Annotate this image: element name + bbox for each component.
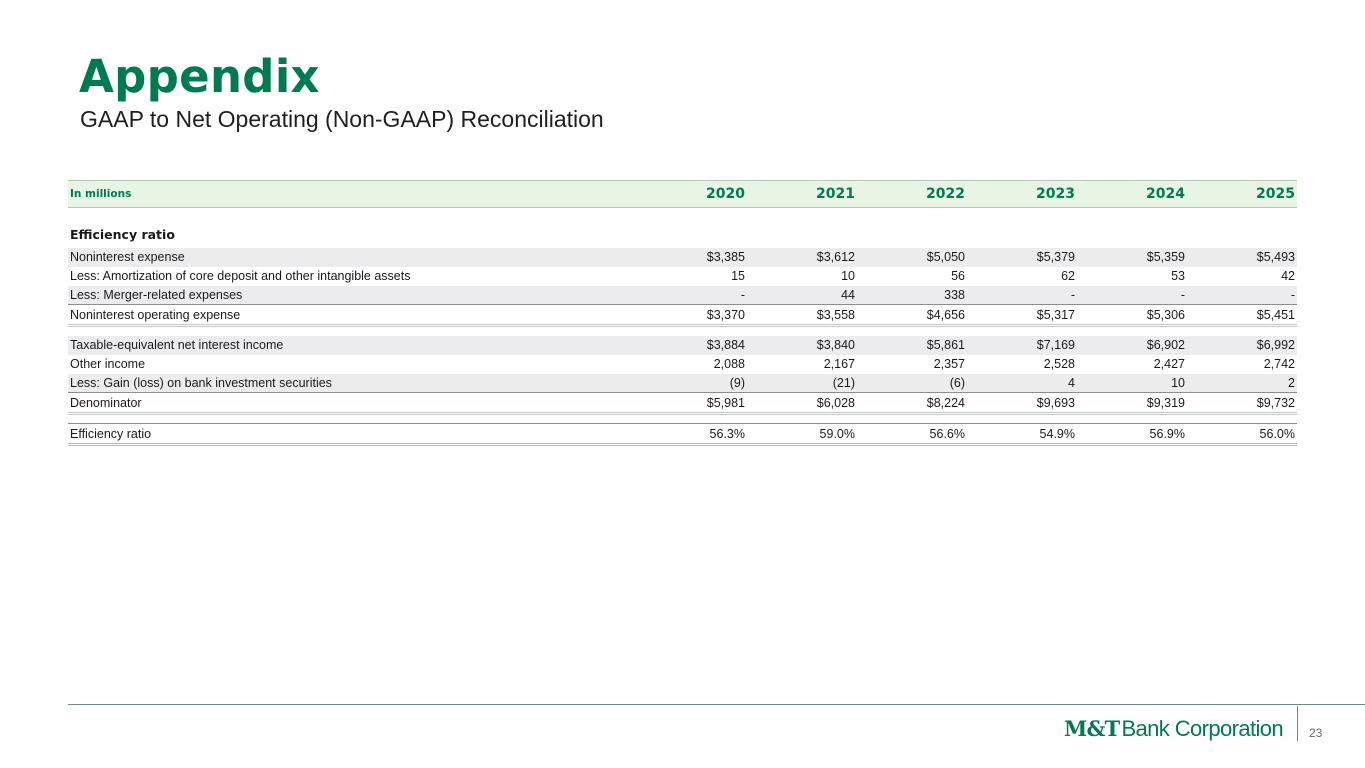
row-value: 2,088 — [713, 357, 745, 371]
row-value: $7,169 — [967, 336, 1077, 355]
logo-text: Bank Corporation — [1121, 716, 1284, 741]
row-value: $3,884 — [635, 336, 747, 355]
row-value: 54.9% — [967, 424, 1077, 445]
row-label: Noninterest expense — [68, 248, 635, 267]
row-value: 10 — [841, 269, 855, 283]
row-value: $6,992 — [1187, 336, 1297, 355]
row-value: 4 — [967, 374, 1077, 393]
row-value: $3,385 — [635, 248, 747, 267]
row-value: 2 — [1187, 374, 1297, 393]
table-row — [68, 355, 1297, 374]
row-value: 338 — [857, 286, 967, 305]
row-value: $9,732 — [1187, 393, 1297, 414]
row-value: 2,167 — [823, 357, 855, 371]
table-row — [68, 286, 1297, 305]
row-value: $9,319 — [1077, 393, 1187, 414]
row-label: Efficiency ratio — [68, 424, 635, 445]
logo-divider — [1297, 706, 1298, 741]
row-value: $5,493 — [1187, 248, 1297, 267]
row-value: $5,451 — [1187, 305, 1297, 326]
row-value: 56.6% — [857, 424, 967, 445]
header-year: 2021 — [747, 181, 857, 208]
row-label: Denominator — [68, 393, 635, 414]
company-logo — [1064, 716, 1283, 746]
row-value: - — [967, 286, 1077, 305]
page-title: Appendix — [79, 50, 320, 103]
row-value: (21) — [747, 374, 857, 393]
table-row-ratio — [68, 424, 1297, 445]
row-value: (6) — [857, 374, 967, 393]
row-label: Less: Merger-related expenses — [68, 286, 635, 305]
section-title: Efficiency ratio — [70, 227, 175, 242]
row-value: $5,861 — [857, 336, 967, 355]
row-value: $5,050 — [857, 248, 967, 267]
row-label: Taxable-equivalent net interest income — [68, 336, 635, 355]
row-value: $5,981 — [635, 393, 747, 414]
row-value: 2,427 — [1153, 357, 1185, 371]
table-row — [68, 336, 1297, 355]
row-value: (9) — [635, 374, 747, 393]
row-value: 42 — [1281, 269, 1295, 283]
row-value: 2,357 — [933, 357, 965, 371]
table-row — [68, 267, 1297, 286]
row-value: 62 — [1061, 269, 1075, 283]
row-value: $5,359 — [1077, 248, 1187, 267]
header-label: In millions — [68, 181, 635, 208]
row-value: 2,742 — [1263, 357, 1295, 371]
header-year: 2023 — [967, 181, 1077, 208]
row-value: 2,528 — [1043, 357, 1075, 371]
footer-divider — [68, 704, 1365, 705]
page-subtitle: GAAP to Net Operating (Non-GAAP) Reconciliation — [80, 106, 604, 132]
row-value: 56 — [951, 269, 965, 283]
row-value: 56.9% — [1077, 424, 1187, 445]
row-value: $8,224 — [857, 393, 967, 414]
reconciliation-table — [68, 180, 1297, 446]
row-value: $6,902 — [1077, 336, 1187, 355]
row-value: 44 — [747, 286, 857, 305]
header-year: 2024 — [1077, 181, 1187, 208]
page-number: 23 — [1309, 726, 1323, 740]
row-label: Other income — [70, 357, 146, 371]
row-value: 53 — [1171, 269, 1185, 283]
table-row — [68, 248, 1297, 267]
row-value: $5,317 — [967, 305, 1077, 326]
table-row-total — [68, 393, 1297, 414]
table-row-total — [68, 305, 1297, 326]
row-value: $5,306 — [1077, 305, 1187, 326]
row-label: Noninterest operating expense — [68, 305, 635, 326]
row-value: $3,612 — [747, 248, 857, 267]
section-title-row — [68, 222, 1297, 248]
table-row — [68, 374, 1297, 393]
row-value: - — [1077, 286, 1187, 305]
row-value: $9,693 — [967, 393, 1077, 414]
row-label: Less: Gain (loss) on bank investment securities — [68, 374, 635, 393]
row-value: 59.0% — [747, 424, 857, 445]
logo-brand: M&T — [1064, 716, 1120, 741]
row-value: $4,656 — [857, 305, 967, 326]
row-value: - — [635, 286, 747, 305]
row-value: - — [1187, 286, 1297, 305]
table-header-row — [68, 181, 1297, 208]
row-label: Less: Amortization of core deposit and other intangible assets — [70, 269, 411, 283]
row-value: 56.0% — [1187, 424, 1297, 445]
row-value: $3,558 — [747, 305, 857, 326]
row-value: 56.3% — [635, 424, 747, 445]
header-year: 2020 — [635, 181, 747, 208]
header-year: 2022 — [857, 181, 967, 208]
row-value: 15 — [731, 269, 745, 283]
row-value: $3,840 — [747, 336, 857, 355]
row-value: 10 — [1077, 374, 1187, 393]
row-value: $6,028 — [747, 393, 857, 414]
row-value: $5,379 — [967, 248, 1077, 267]
header-year: 2025 — [1187, 181, 1297, 208]
row-value: $3,370 — [635, 305, 747, 326]
